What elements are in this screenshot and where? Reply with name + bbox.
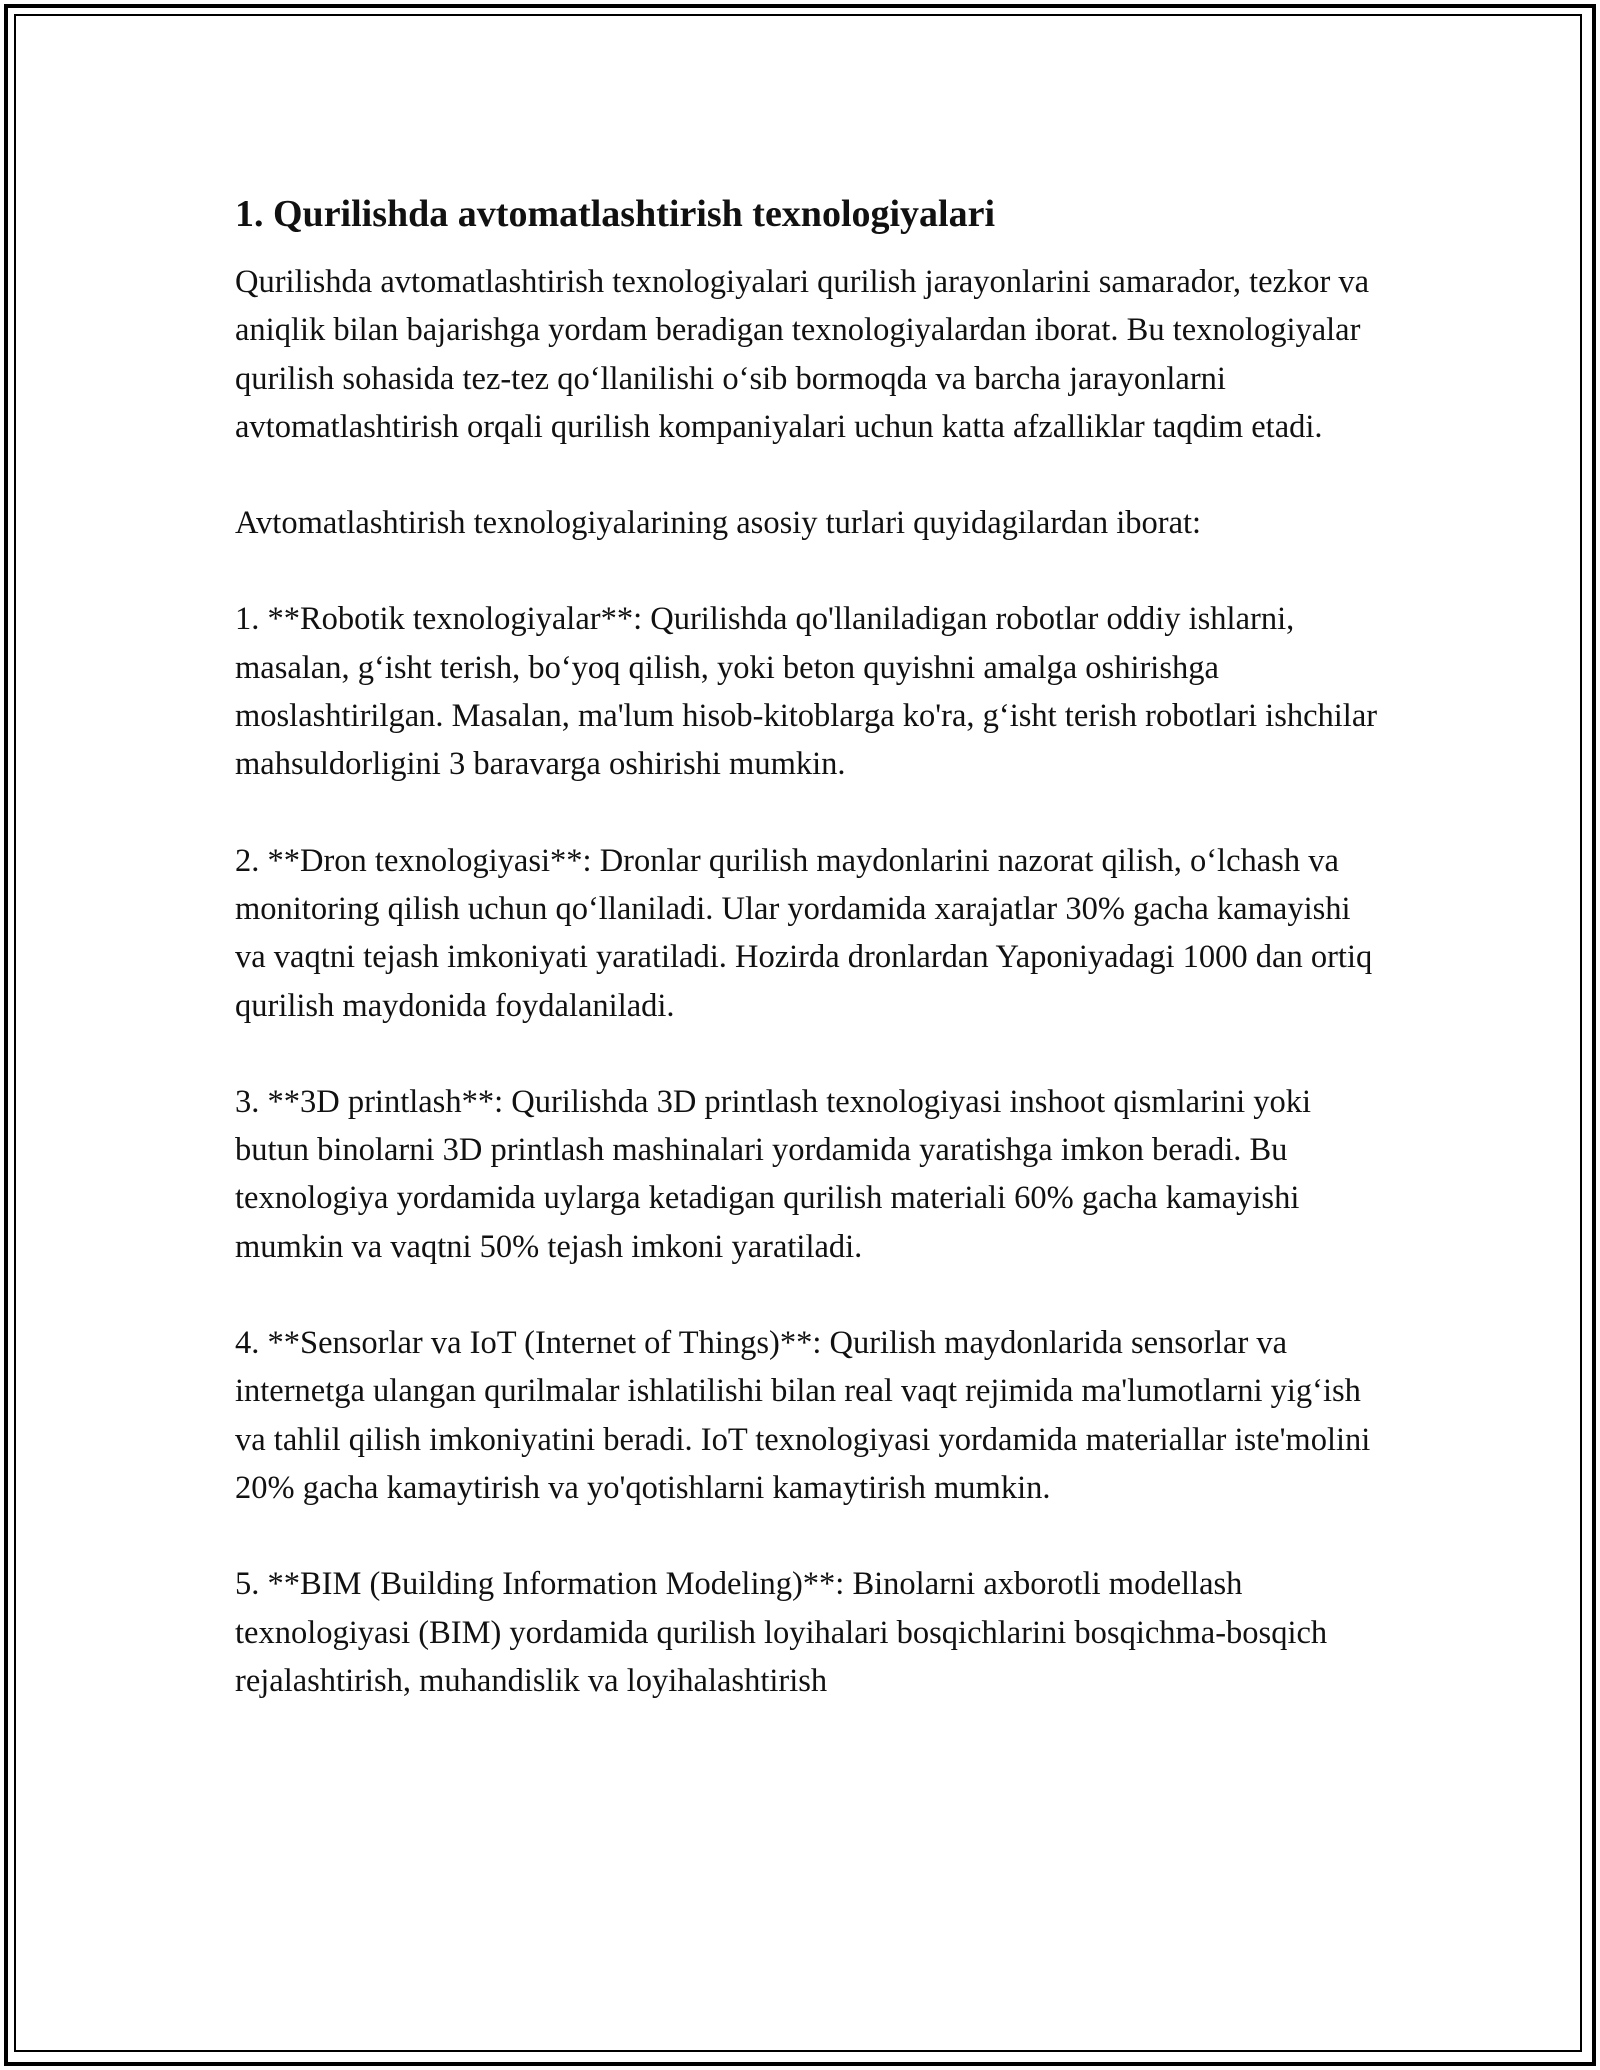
document-body bbox=[235, 190, 1385, 1753]
robotics-paragraph: 1. **Robotik texnologiyalar**: Qurilishda qo'llaniladigan robotlar oddiy ishlarni, masalan, g‘isht terish, bo‘yoq qilish, yoki beton quyishni amalga oshirishga moslashtirilgan. Masalan, ma'lum hisob-kitoblarga ko'ra, g‘isht terish robotlari ishchilar mahsuldorligini 3 baravarga oshirishi mumkin. bbox=[235, 601, 1378, 783]
bim-paragraph: 5. **BIM (Building Information Modeling)**: Binolarni axborotli modellash texnologiyasi (BIM) yordamida qurilish loyihalari bosqichlarini bosqichma-bosqich rejalashtirish, muhandislik va loyihalashtirish bbox=[235, 1566, 1328, 1699]
3d-printing-paragraph: 3. **3D printlash**: Qurilishda 3D printlash texnologiyasi inshoot qismlarini yoki butun binolarni 3D printlash mashinalari yordamida yaratishga imkon beradi. Bu texnologiya yordamida uylarga ketadigan qurilish materiali 60% gacha kamayishi mumkin va vaqtni 50% tejash imkoni yaratiladi. bbox=[235, 1083, 1312, 1265]
drone-paragraph: 2. **Dron texnologiyasi**: Dronlar qurilish maydonlarini nazorat qilish, o‘lchash va monitoring qilish uchun qo‘llaniladi. Ular yordamida xarajatlar 30% gacha kamayishi va vaqtni tejash imkoniyati yaratiladi. Hozirda dronlardan Yaponiyadagi 1000 dan ortiq qurilish maydonida foydalaniladi. bbox=[235, 842, 1373, 1024]
iot-paragraph: 4. **Sensorlar va IoT (Internet of Things)**: Qurilish maydonlarida sensorlar va internetga ulangan qurilmalar ishlatilishi bilan real vaqt rejimida ma'lumotlarni yig‘ish va tahlil qilish imkoniyatini beradi. IoT texnologiyasi yordamida materiallar iste'molini 20% gacha kamaytirish va yo'qotishlarni kamaytirish mumkin. bbox=[235, 1325, 1371, 1506]
section-heading: 1. Qurilishda avtomatlashtirish texnologiyalari bbox=[235, 193, 996, 235]
intro-paragraph: Qurilishda avtomatlashtirish texnologiyalari qurilish jarayonlarini samarador, tezkor va aniqlik bilan bajarishga yordam beradigan texnologiyalardan iborat. Bu texnologiyalar qurilish sohasida tez-tez qo‘llanilishi o‘sib bormoqda va barcha jarayonlarni avtomatlashtirish orqali qurilish kompaniyalari uchun katta afzalliklar taqdim etadi. bbox=[235, 264, 1370, 445]
types-intro-paragraph: Avtomatlashtirish texnologiyalarining asosiy turlari quyidagilardan iborat: bbox=[235, 505, 1202, 542]
